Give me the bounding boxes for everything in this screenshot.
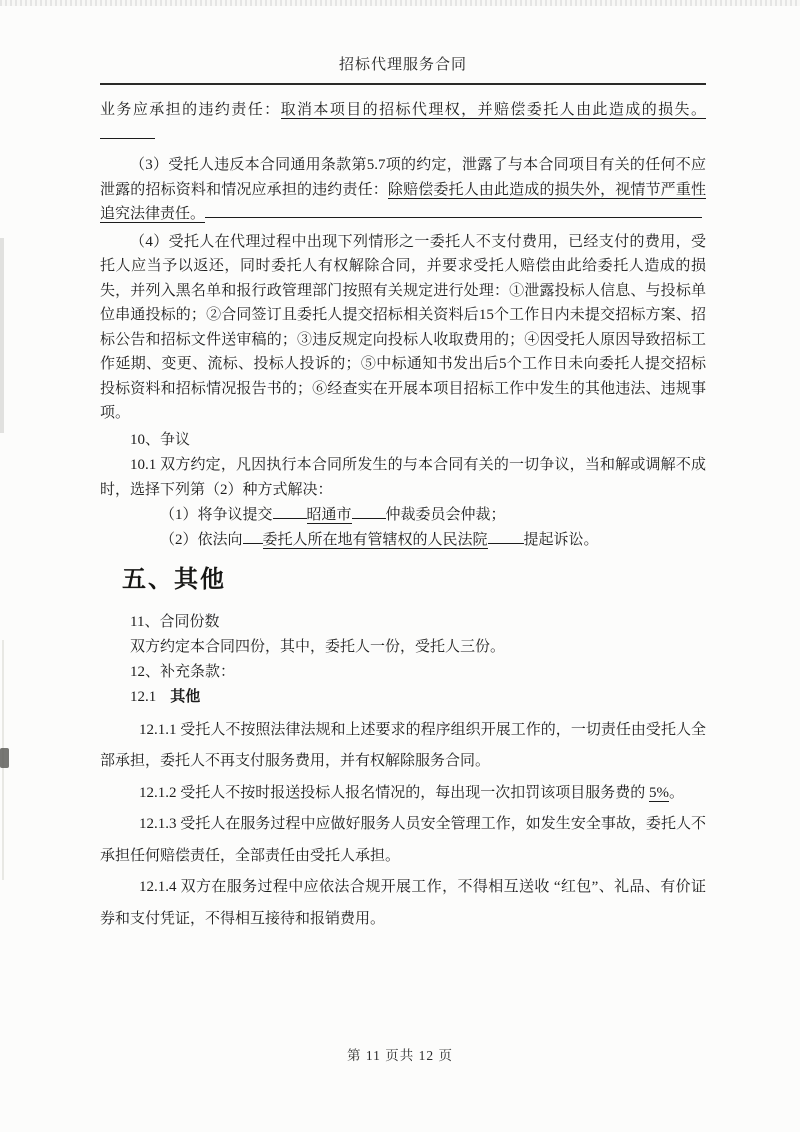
- clause-12-1-2-suffix: 。: [669, 784, 685, 801]
- blank-underline: [273, 504, 307, 519]
- underline-filler: [205, 203, 702, 218]
- option-2-prefix: （2）依法向: [160, 531, 243, 548]
- supplementary-clauses: [100, 715, 706, 936]
- clause-12-1-4: 12.1.4 双方在服务过程中应依法合规开展工作，不得相互送收 “红包”、礼品、有价证券和支付凭证，不得相互接待和报销费用。: [100, 879, 706, 927]
- section-10-heading: 10、争议: [130, 431, 191, 448]
- document-content: [100, 0, 706, 935]
- breach-liability-line: [100, 98, 706, 147]
- page-number-footer: 第 11 页共 12 页: [347, 1048, 453, 1063]
- option-2-filled-value: 委托人所在地有管辖权的人民法院: [262, 531, 488, 548]
- clause-12-1-2-prefix: 12.1.2 受托人不按时报送投标人报名情况的，每出现一次扣罚该项目服务费的: [139, 784, 650, 801]
- heading-12-1-label: 其他: [170, 688, 201, 705]
- heading-12-supplement: 12、补充条款：: [130, 663, 236, 680]
- option-1-suffix: 仲裁委员会仲裁；: [385, 506, 506, 523]
- document-body: [100, 98, 706, 935]
- blank-underline: [243, 529, 263, 544]
- paragraph-4: （4）受托人在代理过程中出现下列情形之一委托人不支付费用，已经支付的费用，受托人应当予以返还，同时委托人有权解除合同，并要求受托人赔偿由此给委托人造成的损失，并列入黑名单和报行政管理部门按照有关规定进行处理：①泄露投标人信息、与投标单位串通投标的；②合同签订且委托人提交招标相关资料后15个工作日内未提交招标方案、招标公告和招标文件送审稿的；③违反规定向投标人收取费用的；④因受托人原因导致招标工作延期、变更、流标、投标人投诉的；⑤中标通知书发出后5个工作日未向委托人提交招标投标资料和招标情况报告书的；⑥经查实在开展本项目招标工作中发生的其他违法、违规事项。: [100, 233, 706, 421]
- heading-12-1: [100, 685, 706, 710]
- clause-12-1-2: [100, 778, 706, 810]
- scan-artifact-ink-blob: [0, 748, 9, 768]
- option-2-suffix: 提起诉讼。: [523, 531, 599, 548]
- clause-12-1-3: 12.1.3 受托人在服务过程中应做好服务人员安全管理工作，如发生安全事故，委托人不承担任何赔偿责任，全部责任由受托人承担。: [100, 816, 706, 864]
- heading-11-copies: 11、合同份数: [130, 613, 220, 630]
- paragraph-3-text: （3）受托人违反本合同通用条款第5.7项的约定，泄露了与本合同项目有关的任何不应泄露的招标资料和情况应承担的违约责任：: [100, 157, 706, 198]
- dispute-option-1: [100, 503, 706, 528]
- scan-artifact-left-strip: [0, 238, 4, 433]
- document-title: 招标代理服务合同: [338, 57, 467, 73]
- option-1-filled-value: 昭通市: [306, 506, 352, 523]
- option-1-prefix: （1）将争议提交: [160, 506, 273, 523]
- underline-filler: [100, 124, 155, 139]
- clause-12-1-1: 12.1.1 受托人不按照法律法规和上述要求的程序组织开展工作的，一切责任由受托人全部承担，委托人不再支付服务费用，并有权解除服务合同。: [100, 721, 706, 769]
- blank-underline: [488, 529, 524, 544]
- section-10-dispute: [100, 428, 706, 553]
- section-5-heading: 五、其他: [122, 566, 226, 593]
- clause-10-1: 10.1 双方约定，凡因执行本合同所发生的与本合同有关的一切争议，当和解或调解不成时，选择下列第（2）种方式解决：: [100, 456, 706, 498]
- breach-prefix: 业务应承担的违约责任：: [100, 102, 281, 118]
- section-11-12-block: [100, 610, 706, 710]
- document-header: [100, 0, 706, 85]
- paragraph-3-underlined: 除赔偿委托人由此造成的损失外，视情节严重性追究法律责任。: [100, 181, 706, 222]
- heading-12-1-number: 12.1: [130, 688, 157, 705]
- breach-underlined-text: 取消本项目的招标代理权，并赔偿委托人由此造成的损失。: [280, 102, 706, 118]
- blank-underline: [352, 504, 386, 519]
- clause-11-text: 双方约定本合同四份，其中，委托人一份，受托人三份。: [130, 638, 506, 655]
- clause-12-1-2-percentage: 5%: [649, 784, 670, 801]
- dispute-option-2: [100, 528, 706, 553]
- paragraph-3: [100, 153, 706, 227]
